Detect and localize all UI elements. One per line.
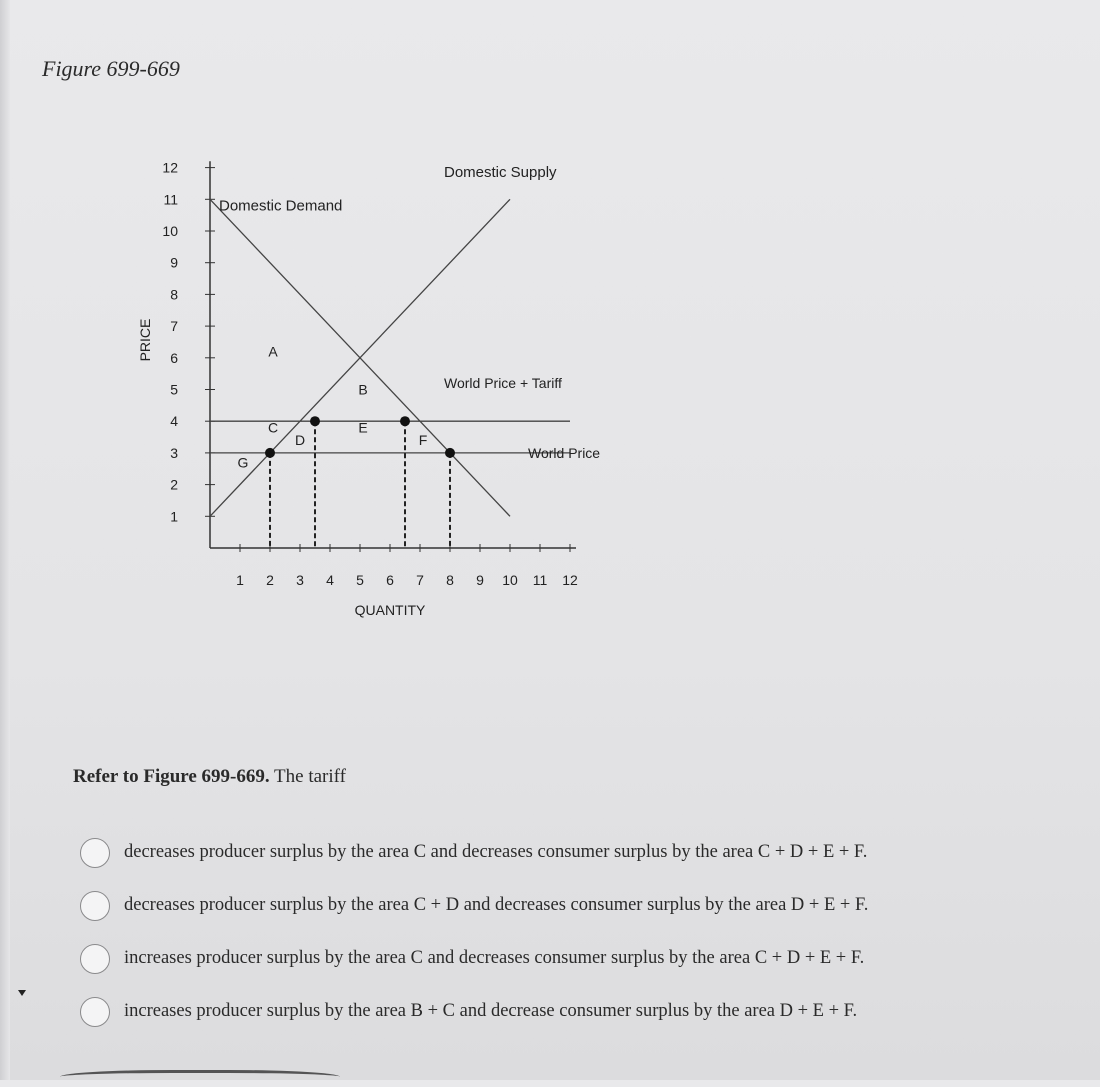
x-tick-label: 12 xyxy=(562,572,578,588)
radio-button[interactable] xyxy=(80,997,110,1027)
demand-label: Domestic Demand xyxy=(219,197,343,215)
scroll-caret-icon xyxy=(18,990,26,996)
figure-title: Figure 699-669 xyxy=(42,56,180,81)
option-label: decreases producer surplus by the area C + D and decreases consumer surplus by the area D + E + F. xyxy=(124,895,869,915)
region-label: E xyxy=(358,419,368,436)
y-tick-label: 9 xyxy=(170,254,178,271)
radio-button[interactable] xyxy=(80,944,110,974)
y-tick-label: 1 xyxy=(170,508,178,525)
question-body: The tariff xyxy=(269,766,346,787)
y-tick-label: 7 xyxy=(170,318,178,335)
tariff-label: World Price + Tariff xyxy=(444,375,562,392)
radio-button[interactable] xyxy=(80,838,110,868)
x-tick-label: 5 xyxy=(356,572,364,588)
option-label: increases producer surplus by the area C and decreases consumer surplus by the area C + D + E + F. xyxy=(124,948,865,968)
y-tick-label: 11 xyxy=(163,191,178,208)
x-tick-label: 7 xyxy=(416,572,424,588)
x-tick-label: 11 xyxy=(532,572,548,588)
y-tick-label: 4 xyxy=(170,413,178,430)
data-point xyxy=(265,448,275,458)
option-label: increases producer surplus by the area B + C and decrease consumer surplus by the area D + E + F. xyxy=(124,1001,858,1021)
x-tick-label: 2 xyxy=(266,572,274,588)
y-tick-label: 8 xyxy=(170,286,178,303)
y-tick-label: 3 xyxy=(170,444,178,461)
region-label: A xyxy=(268,343,278,360)
question-ref: Refer to Figure 699-669. xyxy=(73,766,270,787)
data-point xyxy=(445,448,455,458)
supply-demand-chart xyxy=(120,140,640,640)
world-price-label: World Price xyxy=(528,444,601,461)
next-question-edge xyxy=(60,1070,340,1087)
x-tick-label: 6 xyxy=(386,572,394,588)
region-label: B xyxy=(358,381,368,398)
screen-edge xyxy=(0,0,10,1080)
y-tick-label: 10 xyxy=(162,223,178,239)
region-label: F xyxy=(418,432,428,449)
question-text xyxy=(73,766,346,788)
radio-button[interactable] xyxy=(80,891,110,921)
y-tick-label: 6 xyxy=(170,349,178,366)
x-tick-label: 1 xyxy=(236,572,244,588)
data-point xyxy=(400,416,410,426)
y-tick-label: 12 xyxy=(162,159,178,176)
x-axis-label: QUANTITY xyxy=(354,602,426,618)
option-label: decreases producer surplus by the area C and decreases consumer surplus by the area C + D + E + F. xyxy=(124,842,868,862)
y-tick-label: 2 xyxy=(170,476,178,493)
x-tick-label: 3 xyxy=(296,572,304,588)
data-point xyxy=(310,416,320,426)
x-tick-label: 9 xyxy=(476,572,484,588)
answer-options xyxy=(80,826,1080,1038)
answer-option-3[interactable] xyxy=(80,932,1080,985)
supply-label: Domestic Supply xyxy=(444,163,557,181)
answer-option-2[interactable] xyxy=(80,879,1080,932)
answer-option-4[interactable] xyxy=(80,985,1080,1038)
region-label: G xyxy=(237,454,249,471)
region-label: D xyxy=(294,432,306,449)
x-tick-label: 4 xyxy=(326,572,334,588)
y-tick-label: 5 xyxy=(170,381,178,398)
y-axis-label: PRICE xyxy=(137,318,153,362)
region-label: C xyxy=(267,419,279,436)
x-tick-label: 10 xyxy=(502,572,518,588)
x-tick-label: 8 xyxy=(446,572,454,588)
answer-option-1[interactable] xyxy=(80,826,1080,879)
